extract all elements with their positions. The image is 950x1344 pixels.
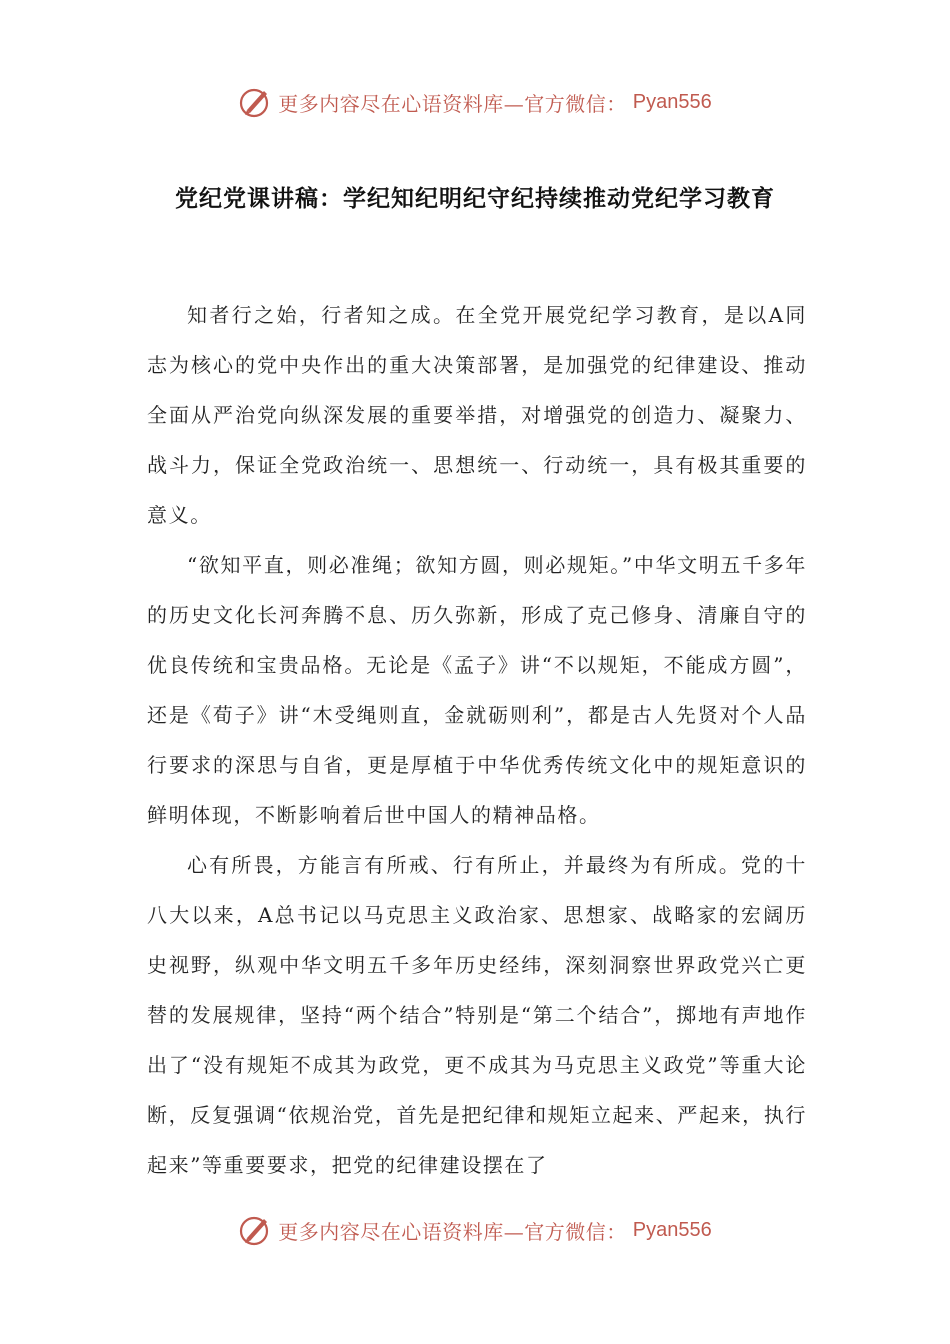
footer-banner-wechat: Pyan556 xyxy=(632,1218,712,1241)
document-body xyxy=(147,290,807,1190)
footer-banner xyxy=(0,1210,950,1250)
quill-pen-seal-icon xyxy=(238,1213,272,1247)
footer-banner-text: 更多内容尽在心语资料库—官方微信： xyxy=(278,1219,627,1244)
paragraph-3: 心有所畏，方能言有所戒、行有所止，并最终为有所成。党的十八大以来，A总书记以马克思主义政治家、思想家、战略家的宏阔历史视野，纵观中华文明五千多年历史经纬，深刻洞察世界政党兴亡更替的发展规律，坚持“两个结合”特别是“第二个结合”，掷地有声地作出了“没有规矩不成其为政党，更不成其为马克思主义政党”等重大论断，反复强调“依规治党，首先是把纪律和规矩立起来、严起来，执行起来”等重要要求，把党的纪律建设摆在了 xyxy=(147,853,807,1177)
header-banner-text: 更多内容尽在心语资料库—官方微信： xyxy=(278,91,627,116)
header-banner xyxy=(0,82,950,122)
quill-pen-seal-icon xyxy=(238,85,272,119)
document-title: 党纪党课讲稿：学纪知纪明纪守纪持续推动党纪学习教育 xyxy=(175,185,775,212)
header-banner-wechat: Pyan556 xyxy=(632,90,712,113)
paragraph-1: 知者行之始，行者知之成。在全党开展党纪学习教育，是以A同志为核心的党中央作出的重大决策部署，是加强党的纪律建设、推动全面从严治党向纵深发展的重要举措，对增强党的创造力、凝聚力、战斗力，保证全党政治统一、思想统一、行动统一，具有极其重要的意义。 xyxy=(147,303,807,527)
paragraph-2: “欲知平直，则必准绳；欲知方圆，则必规矩。”中华文明五千多年的历史文化长河奔腾不息、历久弥新，形成了克己修身、清廉自守的优良传统和宝贵品格。无论是《孟子》讲“不以规矩，不能成方圆”，还是《荀子》讲“木受绳则直，金就砺则利”，都是古人先贤对个人品行要求的深思与自省，更是厚植于中华优秀传统文化中的规矩意识的鲜明体现，不断影响着后世中国人的精神品格。 xyxy=(147,553,807,827)
